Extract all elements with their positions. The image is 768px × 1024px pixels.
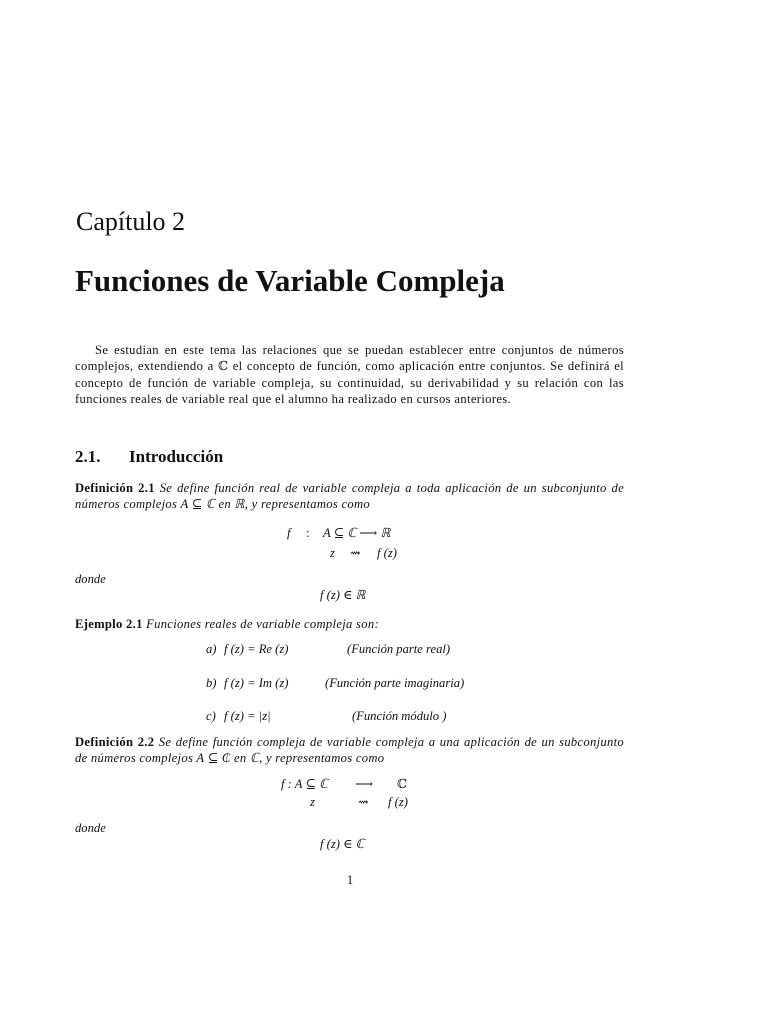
mapping-2-squiggle: ⇝ xyxy=(358,795,369,809)
section-heading xyxy=(75,446,223,468)
mapping-2-codomain: ℂ xyxy=(397,777,408,791)
formula-1: f (z) ∈ ℝ xyxy=(320,588,366,602)
mapping-2-fz: f (z) xyxy=(388,795,408,809)
mapping-1-arrow: ⇝ xyxy=(350,546,361,560)
formula-2: f (z) ∈ ℂ xyxy=(320,837,365,851)
definition-text: Se define función compleja de variable compleja a una aplicación de un subconjunto de números complejos A ⊆ ₵ en ℂ, y representamos como xyxy=(75,735,624,766)
item-c-marker: c) xyxy=(206,709,216,723)
donde-1: donde xyxy=(75,572,106,586)
mapping-1-fz: f (z) xyxy=(377,546,397,560)
mapping-2-z: z xyxy=(310,795,315,809)
definition-label: Definición 2.1 xyxy=(75,481,155,495)
item-a-marker: a) xyxy=(206,642,217,656)
section-title: Introducción xyxy=(129,447,224,466)
mapping-1-z: z xyxy=(330,546,335,560)
item-b-note: (Función parte imaginaria) xyxy=(325,676,465,690)
item-c-note: (Función módulo ) xyxy=(352,709,447,723)
mapping-2-arrow: ⟶ xyxy=(355,777,374,791)
mapping-2-domain: f : A ⊆ ℂ xyxy=(281,777,328,791)
page-number: 1 xyxy=(346,872,354,887)
chapter-title: Funciones de Variable Compleja xyxy=(75,263,505,298)
definition-text: Se define función real de variable compleja a toda aplicación de un subconjunto de números complejos A ⊆ ℂ en ℝ, y representamos como xyxy=(75,481,624,512)
example-label: Ejemplo 2.1 xyxy=(75,617,143,631)
section-number: 2.1. xyxy=(75,447,101,466)
definition-2-2 xyxy=(75,734,624,767)
item-a-formula: f (z) = Re (z) xyxy=(224,642,289,656)
mapping-1-domain: A ⊆ ℂ ⟶ ℝ xyxy=(323,526,391,540)
example-text: Funciones reales de variable compleja son: xyxy=(146,617,379,631)
item-c-formula: f (z) = |z| xyxy=(224,709,271,723)
abstract-text: Se estudian en este tema las relaciones que se puedan establecer entre conjuntos de números complejos, extendiendo a ℂ el concepto de función, como aplicación entre conjuntos. Se definirá el concepto de función de variable compleja, su continuidad, su derivabilidad y su relación con las funciones reales de variable real que el alumno ha realizado en cursos anteriores. xyxy=(75,343,624,407)
mapping-1-colon: : xyxy=(306,526,310,540)
item-b-formula: f (z) = Im (z) xyxy=(224,676,289,690)
definition-2-1 xyxy=(75,480,624,513)
mapping-1-f: f xyxy=(287,526,291,540)
item-b-marker: b) xyxy=(206,676,217,690)
example-2-1 xyxy=(75,616,624,632)
abstract-paragraph xyxy=(75,342,624,408)
chapter-label: Capítulo 2 xyxy=(76,207,186,236)
donde-2: donde xyxy=(75,821,106,835)
item-a-note: (Función parte real) xyxy=(347,642,451,656)
definition-label: Definición 2.2 xyxy=(75,735,155,749)
